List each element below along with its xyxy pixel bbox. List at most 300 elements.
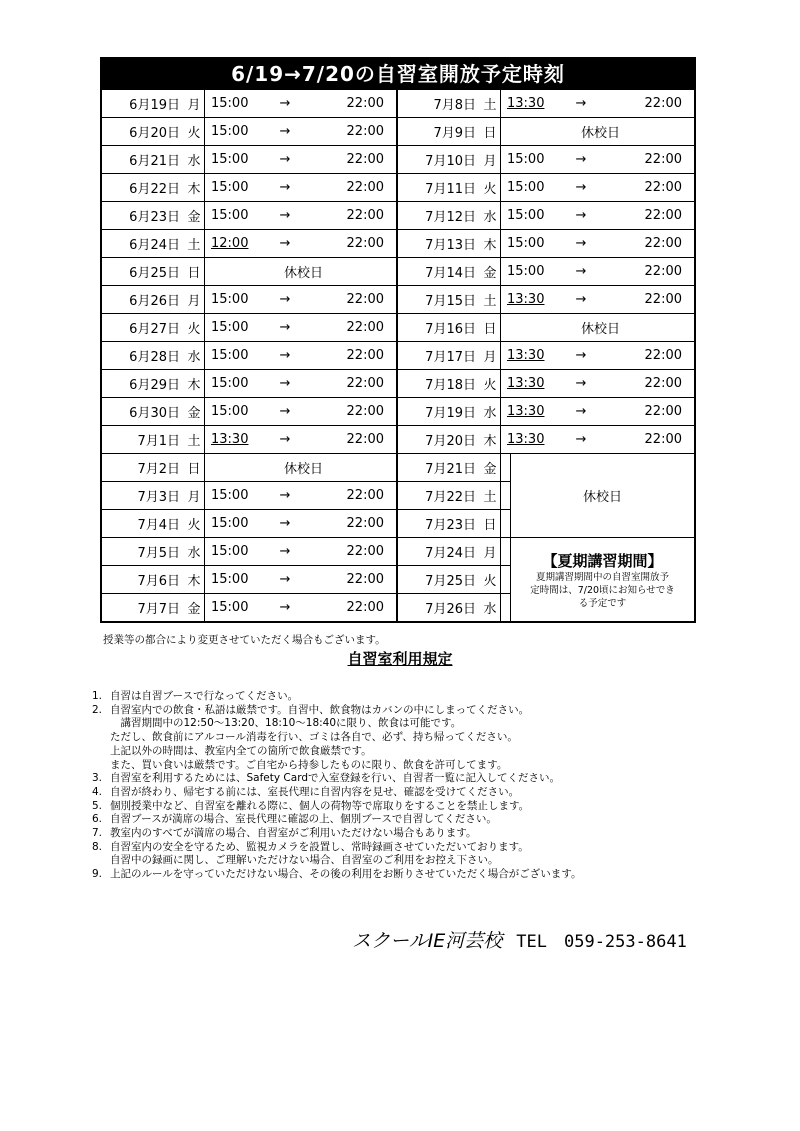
- summer-note-line: 定時間は、7/20頃にお知らせでき: [530, 584, 675, 596]
- schedule-left-column: [102, 89, 398, 621]
- arrow-icon: →: [575, 208, 587, 223]
- end-time: 22:00: [644, 96, 682, 111]
- start-time: 13:30: [507, 292, 545, 307]
- row-date: 7月3日: [137, 490, 180, 505]
- start-time: 15:00: [211, 404, 249, 419]
- schedule-row: [398, 201, 694, 229]
- row-date: 6月26日: [129, 294, 180, 309]
- rule-number: 2.: [92, 703, 103, 716]
- row-separator: [500, 146, 507, 173]
- arrow-icon: →: [279, 572, 291, 587]
- start-time: 15:00: [211, 544, 249, 559]
- row-separator: [500, 314, 507, 341]
- change-note: 授業等の都合により変更させていただく場合もございます。: [103, 634, 386, 646]
- row-weekday: 日: [187, 266, 201, 281]
- summer-title: 【夏期講習期間】: [542, 551, 663, 570]
- row-separator: [500, 202, 507, 229]
- rule-line: [92, 772, 712, 786]
- schedule-row: [398, 285, 694, 313]
- rule-text: 自習室内の安全を守るため、監視カメラを設置し、常時録画させていただいております。: [110, 840, 529, 853]
- row-date: 6月22日: [129, 182, 180, 197]
- row-time: [211, 404, 396, 419]
- schedule-row: [398, 117, 694, 145]
- row-date: 6月20日: [129, 126, 180, 141]
- row-time: [211, 516, 396, 531]
- start-time: 15:00: [211, 180, 249, 195]
- row-date: 6月21日: [129, 154, 180, 169]
- row-date: 7月6日: [137, 574, 180, 589]
- row-time: [507, 152, 694, 167]
- row-date: 7月22日: [425, 490, 476, 505]
- row-time: [507, 264, 694, 279]
- end-time: 22:00: [346, 236, 384, 251]
- row-time: [211, 96, 396, 111]
- end-time: 22:00: [644, 404, 682, 419]
- row-weekday: 月: [483, 546, 497, 561]
- row-date: 7月7日: [137, 602, 180, 617]
- row-separator: [500, 398, 507, 425]
- arrow-icon: →: [279, 180, 291, 195]
- rule-line: [92, 717, 712, 731]
- row-separator: [500, 482, 507, 509]
- row-separator: [204, 594, 211, 621]
- row-separator: [204, 370, 211, 397]
- rule-line: [92, 827, 712, 841]
- schedule-row: [102, 565, 396, 593]
- rule-line: [92, 841, 712, 855]
- end-time: 22:00: [346, 208, 384, 223]
- closed-label: 休校日: [283, 462, 323, 477]
- rule-text: 上記以外の時間は、教室内全ての箇所で飲食厳禁です。: [110, 744, 372, 757]
- summer-note-line: 夏期講習期間中の自習室開放予: [535, 571, 669, 583]
- row-separator: [204, 202, 211, 229]
- schedule-row: [102, 201, 396, 229]
- end-time: 22:00: [346, 432, 384, 447]
- row-date: 7月9日: [433, 126, 476, 141]
- row-date: 7月12日: [425, 210, 476, 225]
- row-date: 7月19日: [425, 406, 476, 421]
- rule-number: [92, 759, 110, 773]
- schedule-row: [398, 397, 694, 425]
- arrow-icon: →: [279, 348, 291, 363]
- start-time: 15:00: [507, 208, 545, 223]
- schedule-row: [102, 313, 396, 341]
- row-separator: [204, 90, 211, 117]
- rule-number: 5.: [92, 799, 103, 812]
- row-time: [211, 488, 396, 503]
- row-separator: [204, 538, 211, 565]
- start-time: 15:00: [211, 320, 249, 335]
- row-weekday: 日: [483, 126, 497, 141]
- arrow-icon: →: [575, 96, 587, 111]
- rule-line: [92, 868, 712, 882]
- row-weekday: 木: [187, 378, 201, 393]
- row-weekday: 火: [483, 574, 497, 589]
- start-time: 15:00: [211, 600, 249, 615]
- schedule-row: [102, 593, 396, 621]
- schedule-row: [398, 369, 694, 397]
- start-time: 15:00: [507, 236, 545, 251]
- rule-text: 自習室を利用するためには、Safety Cardで入室登録を行い、自習者一覧に記入してください。: [110, 772, 560, 785]
- row-time: [211, 376, 396, 391]
- start-time: 15:00: [507, 152, 545, 167]
- rule-number: 3.: [92, 772, 103, 785]
- schedule-row: [102, 537, 396, 565]
- start-time: 15:00: [211, 572, 249, 587]
- rule-text: 教室内のすべてが満席の場合、自習室がご利用いただけない場合もあります。: [110, 827, 477, 840]
- row-date: 6月28日: [129, 350, 180, 365]
- row-weekday: 木: [187, 182, 201, 197]
- row-weekday: 水: [187, 154, 201, 169]
- rule-text: 上記のルールを守っていただけない場合、その後の利用をお断りさせていただく場合がございます。: [110, 868, 582, 881]
- start-time: 15:00: [211, 124, 249, 139]
- start-time: 15:00: [211, 488, 249, 503]
- rule-line: [92, 690, 712, 704]
- rule-line: [92, 854, 712, 868]
- row-separator: [204, 566, 211, 593]
- row-separator: [204, 286, 211, 313]
- row-weekday: 木: [483, 434, 497, 449]
- row-weekday: 火: [483, 378, 497, 393]
- arrow-icon: →: [279, 404, 291, 419]
- start-time: 15:00: [211, 516, 249, 531]
- arrow-icon: →: [279, 152, 291, 167]
- row-date: 7月15日: [425, 294, 476, 309]
- row-separator: [204, 482, 211, 509]
- row-weekday: 水: [483, 602, 497, 617]
- arrow-icon: →: [279, 432, 291, 447]
- row-date: 6月24日: [129, 238, 180, 253]
- row-date: 7月8日: [433, 98, 476, 113]
- row-weekday: 水: [187, 546, 201, 561]
- row-date: 7月10日: [425, 154, 476, 169]
- row-date: 7月1日: [137, 434, 180, 449]
- row-time: [211, 432, 396, 447]
- row-weekday: 金: [483, 462, 497, 477]
- row-weekday: 月: [483, 154, 497, 169]
- rule-number: 8.: [92, 840, 103, 853]
- closed-label: 休校日: [283, 266, 323, 281]
- row-separator: [500, 426, 507, 453]
- row-time: [211, 292, 396, 307]
- arrow-icon: →: [279, 320, 291, 335]
- start-time: 15:00: [211, 96, 249, 111]
- rule-number: 9.: [92, 868, 103, 881]
- arrow-icon: →: [575, 404, 587, 419]
- row-weekday: 土: [187, 434, 201, 449]
- rule-text: 個別授業中など、自習室を離れる際に、個人の荷物等で席取りをすることを禁止します。: [110, 799, 530, 812]
- rule-number: [92, 717, 110, 731]
- rule-line: [92, 759, 712, 773]
- rule-line: [92, 813, 712, 827]
- end-time: 22:00: [346, 544, 384, 559]
- row-weekday: 水: [187, 350, 201, 365]
- school-name: スクールIE河芸校: [352, 930, 503, 952]
- row-date: 7月4日: [137, 518, 180, 533]
- row-date: 7月20日: [425, 434, 476, 449]
- end-time: 22:00: [644, 180, 682, 195]
- rule-text: 自習が終わり、帰宅する前には、室長代理に自習内容を見せ、確認を受けてください。: [110, 785, 520, 798]
- row-weekday: 月: [187, 490, 201, 505]
- row-weekday: 木: [483, 238, 497, 253]
- row-separator: [500, 510, 507, 537]
- rule-text: 自習ブースが満席の場合、室長代理に確認の上、個別ブースで自習してください。: [110, 813, 497, 826]
- row-weekday: 土: [187, 238, 201, 253]
- schedule-row: [102, 285, 396, 313]
- end-time: 22:00: [644, 208, 682, 223]
- schedule-table: [100, 57, 696, 623]
- end-time: 22:00: [644, 376, 682, 391]
- row-separator: [500, 118, 507, 145]
- end-time: 22:00: [644, 292, 682, 307]
- start-time: 13:30: [507, 348, 545, 363]
- row-date: 7月11日: [425, 182, 476, 197]
- start-time: 13:30: [507, 96, 545, 111]
- row-weekday: 金: [187, 210, 201, 225]
- end-time: 22:00: [346, 292, 384, 307]
- start-time: 15:00: [507, 180, 545, 195]
- end-time: 22:00: [346, 348, 384, 363]
- start-time: 13:30: [507, 404, 545, 419]
- row-separator: [204, 454, 211, 481]
- row-separator: [204, 426, 211, 453]
- end-time: 22:00: [644, 236, 682, 251]
- row-separator: [204, 258, 211, 285]
- row-weekday: 日: [483, 322, 497, 337]
- schedule-row: [102, 481, 396, 509]
- row-time: [211, 348, 396, 363]
- arrow-icon: →: [575, 180, 587, 195]
- end-time: 22:00: [346, 320, 384, 335]
- start-time: 15:00: [211, 208, 249, 223]
- row-weekday: 金: [187, 406, 201, 421]
- arrow-icon: →: [279, 516, 291, 531]
- row-separator: [204, 342, 211, 369]
- schedule-row: [398, 341, 694, 369]
- row-date: 6月19日: [129, 98, 180, 113]
- end-time: 22:00: [346, 180, 384, 195]
- rule-text: 自習は自習ブースで行なってください。: [110, 690, 299, 702]
- row-separator: [500, 594, 507, 621]
- schedule-row: [102, 397, 396, 425]
- row-date: 6月27日: [129, 322, 180, 337]
- schedule-row: [102, 425, 396, 453]
- summer-block: [510, 537, 694, 621]
- row-date: 7月25日: [425, 574, 476, 589]
- rule-number: [92, 854, 110, 868]
- closed-label: 休校日: [580, 126, 620, 141]
- row-date: 7月16日: [425, 322, 476, 337]
- arrow-icon: →: [279, 376, 291, 391]
- row-date: 7月14日: [425, 266, 476, 281]
- summer-note-line: る予定です: [578, 597, 627, 609]
- end-time: 22:00: [644, 432, 682, 447]
- schedule-row: [102, 229, 396, 257]
- row-separator: [204, 398, 211, 425]
- summer-note: [526, 571, 679, 610]
- row-separator: [500, 90, 507, 117]
- row-weekday: 日: [483, 518, 497, 533]
- rule-number: 6.: [92, 813, 103, 826]
- schedule-row: [102, 509, 396, 537]
- arrow-icon: →: [279, 208, 291, 223]
- footer: [352, 926, 687, 953]
- row-weekday: 土: [483, 98, 497, 113]
- row-time: [211, 544, 396, 559]
- row-weekday: 月: [187, 294, 201, 309]
- row-date: 7月2日: [137, 462, 180, 477]
- rules-title: 自習室利用規定: [347, 650, 453, 668]
- row-time: [211, 236, 396, 251]
- row-date: 6月23日: [129, 210, 180, 225]
- arrow-icon: →: [279, 600, 291, 615]
- rule-line: [92, 800, 712, 814]
- row-separator: [500, 454, 507, 481]
- end-time: 22:00: [346, 600, 384, 615]
- row-weekday: 火: [187, 126, 201, 141]
- row-time: [507, 348, 694, 363]
- row-date: 7月26日: [425, 602, 476, 617]
- end-time: 22:00: [346, 376, 384, 391]
- schedule-row: [398, 229, 694, 257]
- start-time: 13:30: [211, 432, 249, 447]
- schedule-row: [398, 257, 694, 285]
- row-time: [507, 292, 694, 307]
- schedule-row: [102, 145, 396, 173]
- row-separator: [204, 230, 211, 257]
- rule-line: [92, 786, 712, 800]
- start-time: 13:30: [507, 432, 545, 447]
- end-time: 22:00: [346, 96, 384, 111]
- row-date: 6月30日: [129, 406, 180, 421]
- row-date: 7月13日: [425, 238, 476, 253]
- start-time: 15:00: [507, 264, 545, 279]
- row-weekday: 金: [483, 266, 497, 281]
- end-time: 22:00: [644, 264, 682, 279]
- arrow-icon: →: [575, 236, 587, 251]
- row-time: [507, 404, 694, 419]
- row-weekday: 火: [187, 518, 201, 533]
- arrow-icon: →: [279, 124, 291, 139]
- row-time: [507, 180, 694, 195]
- rules-list: [92, 690, 712, 882]
- row-time: [211, 152, 396, 167]
- row-date: 7月21日: [425, 462, 476, 477]
- rule-number: 7.: [92, 827, 103, 840]
- schedule-row: [102, 173, 396, 201]
- rule-text: 自習室内での飲食・私語は厳禁です。自習中、飲食物はカバンの中にしまってください。: [110, 703, 530, 716]
- row-date: 6月25日: [129, 266, 180, 281]
- rule-line: [92, 704, 712, 718]
- end-time: 22:00: [644, 348, 682, 363]
- row-separator: [500, 566, 507, 593]
- row-weekday: 日: [187, 462, 201, 477]
- row-weekday: 水: [483, 406, 497, 421]
- start-time: 12:00: [211, 236, 249, 251]
- rule-line: [92, 745, 712, 759]
- row-separator: [204, 146, 211, 173]
- row-weekday: 月: [187, 98, 201, 113]
- row-separator: [500, 342, 507, 369]
- rule-number: 1.: [92, 690, 103, 702]
- schedule-row: [102, 453, 396, 481]
- start-time: 15:00: [211, 348, 249, 363]
- schedule-row: [102, 369, 396, 397]
- end-time: 22:00: [346, 572, 384, 587]
- arrow-icon: →: [575, 264, 587, 279]
- end-time: 22:00: [346, 124, 384, 139]
- row-time: [507, 208, 694, 223]
- row-time: [211, 124, 396, 139]
- row-date: 7月5日: [137, 546, 180, 561]
- arrow-icon: →: [279, 488, 291, 503]
- row-separator: [500, 370, 507, 397]
- schedule-row: [102, 89, 396, 117]
- row-separator: [500, 286, 507, 313]
- row-separator: [204, 118, 211, 145]
- row-time: [211, 572, 396, 587]
- row-time: [211, 600, 396, 615]
- row-date: 7月23日: [425, 518, 476, 533]
- row-weekday: 土: [483, 490, 497, 505]
- start-time: 15:00: [211, 376, 249, 391]
- arrow-icon: →: [575, 432, 587, 447]
- arrow-icon: →: [279, 236, 291, 251]
- schedule-row: [398, 145, 694, 173]
- rule-number: [92, 731, 110, 745]
- row-time: [211, 320, 396, 335]
- arrow-icon: →: [575, 376, 587, 391]
- row-weekday: 金: [187, 602, 201, 617]
- rule-text: また、買い食いは厳禁です。ご自宅から持参したものに限り、飲食を許可してます。: [110, 758, 508, 771]
- schedule-row: [102, 341, 396, 369]
- row-date: 6月29日: [129, 378, 180, 393]
- rule-line: [92, 731, 712, 745]
- closed-label: 休校日: [580, 322, 620, 337]
- row-weekday: 月: [483, 350, 497, 365]
- row-weekday: 木: [187, 574, 201, 589]
- row-time: [507, 432, 694, 447]
- row-weekday: 土: [483, 294, 497, 309]
- rule-number: [92, 745, 110, 759]
- rule-text: ただし、飲食前にアルコール消毒を行い、ゴミは各自で、必ず、持ち帰ってください。: [110, 731, 518, 744]
- arrow-icon: →: [575, 348, 587, 363]
- end-time: 22:00: [346, 152, 384, 167]
- row-time: [507, 96, 694, 111]
- schedule-row: [398, 173, 694, 201]
- schedule-row: [102, 117, 396, 145]
- start-time: 15:00: [211, 152, 249, 167]
- row-date: 7月18日: [425, 378, 476, 393]
- schedule-title: 6/19→7/20の自習室開放予定時刻: [102, 59, 694, 89]
- row-weekday: 火: [483, 182, 497, 197]
- arrow-icon: →: [279, 544, 291, 559]
- end-time: 22:00: [644, 152, 682, 167]
- row-time: [507, 376, 694, 391]
- end-time: 22:00: [346, 488, 384, 503]
- schedule-row: [102, 257, 396, 285]
- row-separator: [204, 314, 211, 341]
- rule-number: 4.: [92, 785, 103, 798]
- row-separator: [500, 230, 507, 257]
- rule-text: 自習中の録画に関し、ご理解いただけない場合、自習室のご利用をお控え下さい。: [110, 854, 499, 867]
- row-separator: [500, 538, 507, 565]
- arrow-icon: →: [575, 292, 587, 307]
- schedule-row: [398, 425, 694, 453]
- row-time: [211, 180, 396, 195]
- end-time: 22:00: [346, 404, 384, 419]
- start-time: 15:00: [211, 292, 249, 307]
